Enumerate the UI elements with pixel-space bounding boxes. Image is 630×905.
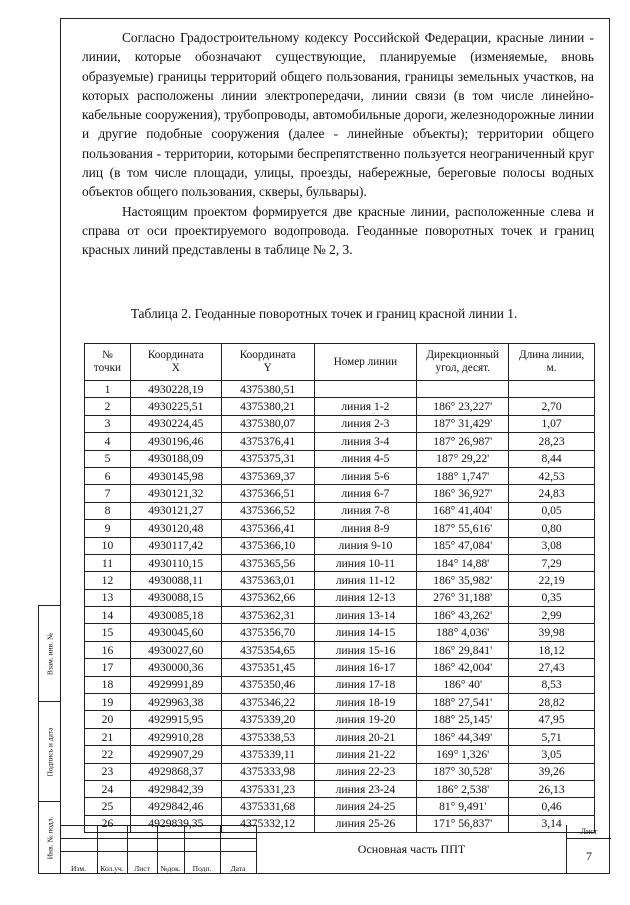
line-length-cell: 47,95 [509, 711, 595, 728]
side-cell-replacement [39, 606, 61, 702]
point-number-cell: 7 [85, 485, 131, 502]
side-cell-inventory [39, 802, 61, 874]
table-row [85, 450, 595, 467]
header-point-number: № точки [85, 344, 131, 381]
direction-angle-cell: 186° 35,982' [417, 572, 509, 589]
stamp-cell [97, 825, 128, 839]
stamp-cell [60, 838, 98, 852]
point-number-cell: 16 [85, 641, 131, 658]
table-row [85, 659, 595, 676]
direction-angle-cell: 188° 25,145' [417, 711, 509, 728]
coord-y-cell: 4375331,68 [221, 798, 314, 815]
table-row [85, 676, 595, 693]
sheet-number: 7 [586, 849, 592, 863]
table-row [85, 381, 595, 398]
stamp-cell [184, 838, 221, 852]
coord-x-cell: 4930110,15 [130, 554, 221, 571]
point-number-cell: 26 [85, 815, 131, 832]
coord-x-cell: 4929963,38 [130, 694, 221, 711]
coord-x-cell: 4929839,35 [130, 815, 221, 832]
stamp-column-label: Дата [230, 864, 246, 873]
coord-x-cell: 4930045,60 [130, 624, 221, 641]
line-number-cell: линия 15-16 [314, 641, 417, 658]
table-row [85, 589, 595, 606]
coord-y-cell: 4375331,23 [221, 780, 314, 797]
line-number-cell: линия 19-20 [314, 711, 417, 728]
header-coord-x: Координата X [130, 344, 221, 381]
table-row [85, 537, 595, 554]
line-number-cell: линия 22-23 [314, 763, 417, 780]
side-label-inventory: Инв. № подл. [45, 816, 55, 860]
header-direction-angle: Дирекционный угол, десят. [417, 344, 509, 381]
table-row [85, 572, 595, 589]
coord-x-cell: 4930121,32 [130, 485, 221, 502]
point-number-cell: 1 [85, 381, 131, 398]
point-number-cell: 25 [85, 798, 131, 815]
line-number-cell: линия 4-5 [314, 450, 417, 467]
point-number-cell: 20 [85, 711, 131, 728]
point-number-cell: 14 [85, 607, 131, 624]
coord-x-cell: 4930188,09 [130, 450, 221, 467]
side-stamp-strip [38, 605, 61, 874]
line-length-cell: 7,29 [509, 554, 595, 571]
direction-angle-cell: 187° 55,616' [417, 520, 509, 537]
line-length-cell [509, 381, 595, 398]
point-number-cell: 10 [85, 537, 131, 554]
coord-y-cell: 4375365,56 [221, 554, 314, 571]
coord-x-cell: 4929868,37 [130, 763, 221, 780]
line-length-cell: 22,19 [509, 572, 595, 589]
point-number-cell: 3 [85, 415, 131, 432]
line-length-cell: 0,46 [509, 798, 595, 815]
direction-angle-cell [417, 381, 509, 398]
title-block [60, 825, 610, 874]
line-number-cell: линия 17-18 [314, 676, 417, 693]
line-length-cell: 5,71 [509, 728, 595, 745]
coordinates-table [84, 343, 595, 833]
line-number-cell: линия 21-22 [314, 746, 417, 763]
coord-y-cell: 4375339,11 [221, 746, 314, 763]
table-row [85, 607, 595, 624]
paragraph-project: Настоящим проектом формируется две красные линии, расположенные слева и справа от оси проектируемого водопровода. Геоданные поворотных точек и границ красных линий представлены в таблице № 2, 3. [82, 203, 594, 258]
document-title: Основная часть ППТ [256, 825, 566, 874]
stamp-column-label: Кол.уч. [100, 864, 124, 873]
line-length-cell: 3,14 [509, 815, 595, 832]
table-row [85, 433, 595, 450]
direction-angle-cell: 186° 29,841' [417, 641, 509, 658]
sheet-label: Лист [567, 825, 611, 839]
coord-y-cell: 4375376,41 [221, 433, 314, 450]
direction-angle-cell: 186° 44,349' [417, 728, 509, 745]
direction-angle-cell: 186° 23,227' [417, 398, 509, 415]
table-row [85, 502, 595, 519]
point-number-cell: 17 [85, 659, 131, 676]
line-length-cell: 42,53 [509, 467, 595, 484]
direction-angle-cell: 186° 36,927' [417, 485, 509, 502]
point-number-cell: 8 [85, 502, 131, 519]
side-cell-signature [39, 702, 61, 802]
stamp-cell [157, 838, 185, 852]
line-length-cell: 24,83 [509, 485, 595, 502]
line-number-cell: линия 24-25 [314, 798, 417, 815]
point-number-cell: 15 [85, 624, 131, 641]
direction-angle-cell: 186° 42,004' [417, 659, 509, 676]
coord-y-cell: 4375366,52 [221, 502, 314, 519]
stamp-cell [220, 838, 257, 852]
sheet-box [566, 825, 610, 874]
stamp-cell [127, 838, 158, 852]
coord-x-cell: 4930000,36 [130, 659, 221, 676]
coord-x-cell: 4929907,29 [130, 746, 221, 763]
table-row [85, 520, 595, 537]
side-label-signature: Подпись и дата [45, 727, 55, 776]
coord-y-cell: 4375362,66 [221, 589, 314, 606]
point-number-cell: 11 [85, 554, 131, 571]
line-length-cell: 8,53 [509, 676, 595, 693]
coord-y-cell: 4375363,01 [221, 572, 314, 589]
coord-x-cell: 4930120,48 [130, 520, 221, 537]
table-row [85, 711, 595, 728]
point-number-cell: 12 [85, 572, 131, 589]
coord-y-cell: 4375380,51 [221, 381, 314, 398]
line-length-cell: 2,70 [509, 398, 595, 415]
point-number-cell: 24 [85, 780, 131, 797]
stamp-column-label: №док. [160, 864, 181, 873]
table-row [85, 728, 595, 745]
point-number-cell: 18 [85, 676, 131, 693]
stamp-cell [184, 825, 221, 839]
table-caption: Таблица 2. Геоданные поворотных точек и границ красной линии 1. [130, 306, 518, 321]
coord-y-cell: 4375380,21 [221, 398, 314, 415]
stamp-column-label: Лист [134, 864, 150, 873]
point-number-cell: 9 [85, 520, 131, 537]
direction-angle-cell: 187° 31,429' [417, 415, 509, 432]
line-number-cell: линия 11-12 [314, 572, 417, 589]
coord-x-cell: 4930117,42 [130, 537, 221, 554]
line-length-cell: 1,07 [509, 415, 595, 432]
coord-y-cell: 4375366,41 [221, 520, 314, 537]
coord-x-cell: 4929842,46 [130, 798, 221, 815]
coord-y-cell: 4375354,65 [221, 641, 314, 658]
line-length-cell: 2,99 [509, 607, 595, 624]
direction-angle-cell: 185° 47,084' [417, 537, 509, 554]
table-row [85, 415, 595, 432]
coord-x-cell: 4930225,51 [130, 398, 221, 415]
line-number-cell: линия 2-3 [314, 415, 417, 432]
coord-y-cell: 4375346,22 [221, 694, 314, 711]
coord-y-cell: 4375356,70 [221, 624, 314, 641]
coord-x-cell: 4929915,95 [130, 711, 221, 728]
direction-angle-cell: 186° 40' [417, 676, 509, 693]
coord-y-cell: 4375350,46 [221, 676, 314, 693]
direction-angle-cell: 188° 27,541' [417, 694, 509, 711]
header-coord-y: Координата Y [221, 344, 314, 381]
table-row [85, 624, 595, 641]
line-number-cell: линия 12-13 [314, 589, 417, 606]
line-number-cell: линия 1-2 [314, 398, 417, 415]
point-number-cell: 22 [85, 746, 131, 763]
coord-x-cell: 4930088,11 [130, 572, 221, 589]
table-row [85, 763, 595, 780]
line-number-cell: линия 6-7 [314, 485, 417, 502]
coord-x-cell: 4930224,45 [130, 415, 221, 432]
line-length-cell: 18,12 [509, 641, 595, 658]
table-row [85, 746, 595, 763]
point-number-cell: 6 [85, 467, 131, 484]
line-length-cell: 0,80 [509, 520, 595, 537]
stamp-column-label: Подп. [192, 864, 212, 873]
line-length-cell: 0,05 [509, 502, 595, 519]
direction-angle-cell: 276° 31,188' [417, 589, 509, 606]
line-number-cell: линия 5-6 [314, 467, 417, 484]
point-number-cell: 2 [85, 398, 131, 415]
coord-y-cell: 4375366,10 [221, 537, 314, 554]
direction-angle-cell: 171° 56,837' [417, 815, 509, 832]
line-number-cell: линия 14-15 [314, 624, 417, 641]
stamp-cell [60, 825, 98, 839]
line-number-cell: линия 8-9 [314, 520, 417, 537]
stamp-cell [157, 825, 185, 839]
paragraph-definition: Согласно Градостроительному кодексу Российской Федерации, красные линии - линии, которые обозначают существующие, планируемые (изменяемые, вновь образуемые) границы территорий общего пользования, границы земельных участков, на которых расположены линии электропередачи, линии связи (в том числе линейно-кабельные сооружения), трубопроводы, автомобильные дороги, железнодорожные линии и другие подобные сооружения (далее - линейные объекты); территории общего пользования - территории, которыми беспрепятственно пользуется неограниченный круг лиц (в том числе площади, улицы, проезды, набережные, береговые полосы водных объектов общего пользования, скверы, бульвары). [82, 30, 594, 200]
line-number-cell: линия 10-11 [314, 554, 417, 571]
table-row [85, 798, 595, 815]
direction-angle-cell: 187° 30,528' [417, 763, 509, 780]
line-number-cell: линия 23-24 [314, 780, 417, 797]
coord-y-cell: 4375362,31 [221, 607, 314, 624]
table-row [85, 398, 595, 415]
coord-y-cell: 4375375,31 [221, 450, 314, 467]
coord-x-cell: 4929842,39 [130, 780, 221, 797]
point-number-cell: 19 [85, 694, 131, 711]
stamp-cell [97, 838, 128, 852]
table-row [85, 485, 595, 502]
coord-y-cell: 4375351,45 [221, 659, 314, 676]
coord-y-cell: 4375333,98 [221, 763, 314, 780]
line-number-cell: линия 18-19 [314, 694, 417, 711]
table-row [85, 780, 595, 797]
line-length-cell: 39,98 [509, 624, 595, 641]
header-line-length: Длина линии, м. [509, 344, 595, 381]
line-length-cell: 3,05 [509, 746, 595, 763]
coord-y-cell: 4375332,12 [221, 815, 314, 832]
line-length-cell: 39,26 [509, 763, 595, 780]
direction-angle-cell: 187° 29,22' [417, 450, 509, 467]
coord-x-cell: 4930088,15 [130, 589, 221, 606]
point-number-cell: 4 [85, 433, 131, 450]
line-number-cell [314, 381, 417, 398]
line-number-cell: линия 20-21 [314, 728, 417, 745]
coord-x-cell: 4930228,19 [130, 381, 221, 398]
body-text [82, 28, 594, 260]
direction-angle-cell: 81° 9,491' [417, 798, 509, 815]
coord-x-cell: 4930196,46 [130, 433, 221, 450]
table-row [85, 554, 595, 571]
coord-y-cell: 4375339,20 [221, 711, 314, 728]
line-number-cell: линия 25-26 [314, 815, 417, 832]
line-number-cell: линия 7-8 [314, 502, 417, 519]
line-length-cell: 28,82 [509, 694, 595, 711]
point-number-cell: 21 [85, 728, 131, 745]
direction-angle-cell: 187° 26,987' [417, 433, 509, 450]
side-label-replacement: Взам. инв. № [45, 632, 55, 675]
line-length-cell: 8,44 [509, 450, 595, 467]
coord-x-cell: 4930145,98 [130, 467, 221, 484]
direction-angle-cell: 188° 4,036' [417, 624, 509, 641]
direction-angle-cell: 186° 43,262' [417, 607, 509, 624]
point-number-cell: 5 [85, 450, 131, 467]
line-number-cell: линия 9-10 [314, 537, 417, 554]
table-row [85, 694, 595, 711]
direction-angle-cell: 169° 1,326' [417, 746, 509, 763]
coord-x-cell: 4930121,27 [130, 502, 221, 519]
stamp-cell [127, 825, 158, 839]
stamp-cell [220, 825, 257, 839]
coord-x-cell: 4929910,28 [130, 728, 221, 745]
coord-x-cell: 4929991,89 [130, 676, 221, 693]
line-number-cell: линия 13-14 [314, 607, 417, 624]
line-number-cell: линия 16-17 [314, 659, 417, 676]
table-row [85, 467, 595, 484]
direction-angle-cell: 184° 14,88' [417, 554, 509, 571]
point-number-cell: 23 [85, 763, 131, 780]
table-header-row [85, 344, 595, 381]
point-number-cell: 13 [85, 589, 131, 606]
header-line-number: Номер линии [314, 344, 417, 381]
direction-angle-cell: 168° 41,404' [417, 502, 509, 519]
coord-y-cell: 4375338,53 [221, 728, 314, 745]
line-length-cell: 3,08 [509, 537, 595, 554]
line-number-cell: линия 3-4 [314, 433, 417, 450]
coord-y-cell: 4375380,07 [221, 415, 314, 432]
coord-x-cell: 4930085,18 [130, 607, 221, 624]
coord-x-cell: 4930027,60 [130, 641, 221, 658]
line-length-cell: 28,23 [509, 433, 595, 450]
table-row [85, 641, 595, 658]
coord-y-cell: 4375369,37 [221, 467, 314, 484]
line-length-cell: 26,13 [509, 780, 595, 797]
direction-angle-cell: 186° 2,538' [417, 780, 509, 797]
line-length-cell: 27,43 [509, 659, 595, 676]
stamp-column-label: Изм. [71, 864, 86, 873]
direction-angle-cell: 188° 1,747' [417, 467, 509, 484]
line-length-cell: 0,35 [509, 589, 595, 606]
coord-y-cell: 4375366,51 [221, 485, 314, 502]
